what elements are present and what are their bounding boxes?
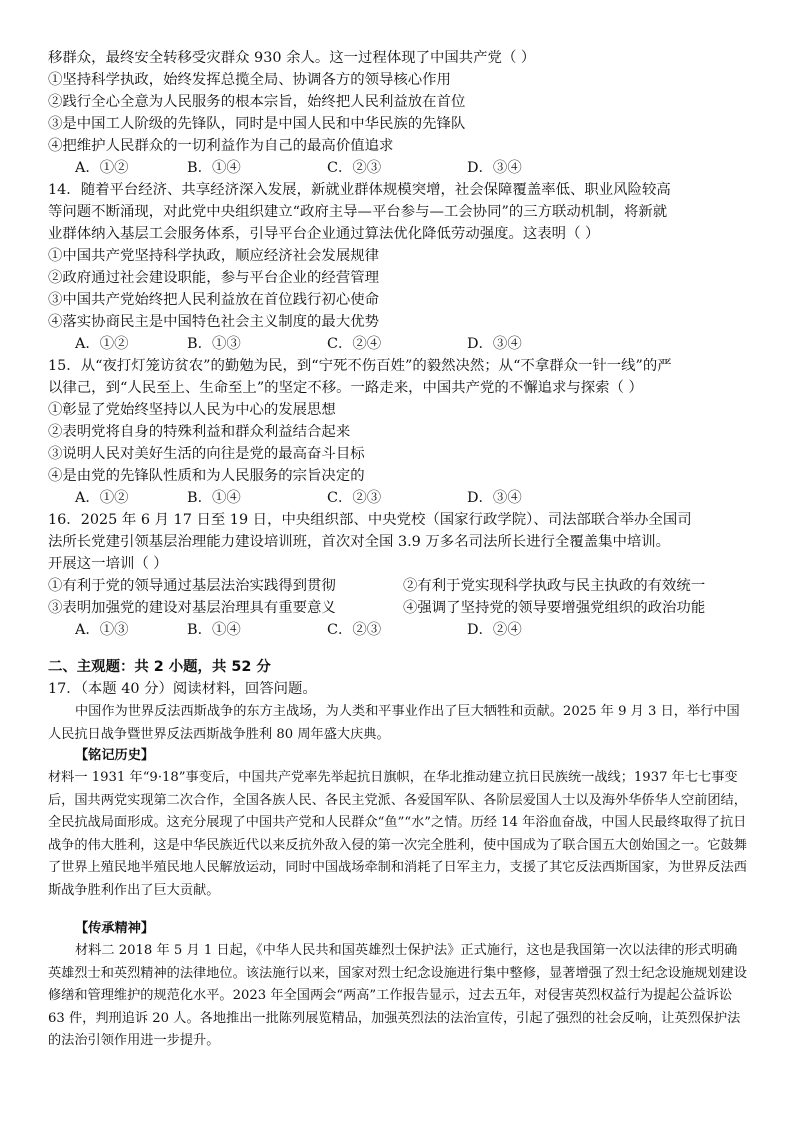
q14-option-b[interactable]: B．①③	[187, 336, 241, 352]
q15-stem-line-1: 15．从“夜打灯笼访贫农”的勤勉为民，到“宁死不伤百姓”的毅然决然；从“不拿群众一针一线”的严	[48, 358, 672, 374]
q16-stem-line-3: 开展这一培训（ ）	[48, 556, 168, 572]
q13-item-3: ③是中国工人阶级的先锋队，同时是中国人民和中华民族的先锋队	[48, 116, 466, 132]
q14-item-1: ①中国共产党坚持科学执政，顺应经济社会发展规律	[48, 248, 379, 264]
q15-option-d[interactable]: D．③④	[467, 490, 522, 506]
q13-option-b[interactable]: B．①④	[187, 160, 241, 176]
q16-item-1: ①有利于党的领导通过基层法治实践得到贯彻	[48, 578, 336, 594]
q14-item-2: ②政府通过社会建设职能，参与平台企业的经营管理	[48, 270, 379, 286]
q14-stem-line-3: 业群体纳入基层工会服务体系，引导平台企业通过算法优化降低劳动强度。这表明（ ）	[48, 226, 600, 242]
q16-stem-line-2: 法所长党建引领基层治理能力建设培训班，首次对全国 3.9 万多名司法所长进行全覆盖集中培训。	[48, 534, 671, 550]
material-two-paragraph: 材料二 2018 年 5 月 1 日起，《中华人民共和国英雄烈士保护法》正式施行，这也是我国第一次以法律的形式明确英雄烈士和英烈精神的法律地位。该法施行以来，国家对烈士纪念设施进行集中整修，显著增强了烈士纪念设施规划建设修缮和管理维护的规范化水平。2023 年全国两会“两高”工作报告显示，过去五年，对侵害英烈权益行为提起公益诉讼 63 件，判刑追诉 20 人。各地推出一批陈列展览精品，加强英烈法的法治宣传，引起了强烈的社会反响，让英烈保护法的法治引领作用进一步提升。	[48, 943, 747, 1048]
q14-item-4: ④落实协商民主是中国特色社会主义制度的最大优势	[48, 314, 379, 330]
q13-option-c[interactable]: C．②③	[327, 160, 382, 176]
q14-item-3: ③中国共产党始终把人民利益放在首位践行初心使命	[48, 292, 379, 308]
q14-option-c[interactable]: C．②④	[327, 336, 382, 352]
q15-option-b[interactable]: B．①④	[187, 490, 241, 506]
q15-item-4: ④是由党的先锋队性质和为人民服务的宗旨决定的	[48, 468, 365, 484]
q17-intro: 17．（本题 40 分）阅读材料，回答问题。	[48, 681, 317, 697]
q13-item-2: ②践行全心全意为人民服务的根本宗旨，始终把人民利益放在首位	[48, 94, 466, 110]
q14-option-d[interactable]: D．③④	[467, 336, 522, 352]
q16-item-4: ④强调了坚持党的领导要增强党组织的政治功能	[403, 600, 706, 616]
q15-item-2: ②表明党将自身的特殊利益和群众利益结合起来	[48, 424, 351, 440]
subheading-history: 【铭记历史】	[75, 748, 155, 763]
q15-option-c[interactable]: C．②③	[327, 490, 382, 506]
q16-item-3: ③表明加强党的建设对基层治理具有重要意义	[48, 600, 336, 616]
q15-item-1: ①彰显了党始终坚持以人民为中心的发展思想	[48, 402, 336, 418]
q16-option-c[interactable]: C．②③	[327, 622, 382, 638]
q16-item-2: ②有利于党实现科学执政与民主执政的有效统一	[403, 578, 706, 594]
q13-option-d[interactable]: D．③④	[467, 160, 522, 176]
q15-option-a[interactable]: A．①②	[75, 490, 129, 506]
q13-item-1: ①坚持科学执政，始终发挥总揽全局、协调各方的领导核心作用	[48, 72, 451, 88]
q15-stem-line-2: 以律己，到“人民至上、生命至上”的坚定不移。一路走来，中国共产党的不懈追求与探索（ ）	[48, 380, 643, 396]
material-one-paragraph: 材料一 1931 年“9·18”事变后，中国共产党率先举起抗日旗帜，在华北推动建立抗日民族统一战线；1937 年七七事变后，国共两党实现第二次合作，全国各族人民、各民主党派、各爱国军队、各阶层爱国人士以及海外华侨华人空前团结，全民抗战局面形成。这充分展现了中国共产党和人民群众“鱼”“水”之情。历经 14 年浴血奋战，中国人民最终取得了抗日战争的伟大胜利，这是中华民族近代以来反抗外敌入侵的第一次完全胜利，使中国成为了联合国五大创始国之一。它鼓舞了世界上殖民地半殖民地人民解放运动，同时中国战场牵制和消耗了日军主力，支援了其它反法西斯国家，为世界反法西斯战争胜利作出了巨大贡献。	[48, 770, 747, 898]
q14-option-a[interactable]: A．①②	[75, 336, 129, 352]
q13-option-a[interactable]: A．①②	[75, 160, 129, 176]
q14-stem-line-1: 14．随着平台经济、共享经济深入发展，新就业群体规模突增，社会保障覆盖率低、职业风险较高	[48, 182, 671, 198]
q16-option-d[interactable]: D．②④	[467, 622, 522, 638]
q13-item-4: ④把维护人民群众的一切利益作为自己的最高价值追求	[48, 138, 394, 154]
q16-items-row-1	[48, 575, 748, 597]
q16-stem-line-1: 16．2025 年 6 月 17 日至 19 日，中央组织部、中央党校（国家行政学院）、司法部联合举办全国司	[48, 512, 692, 528]
q14-stem-line-2: 等问题不断涌现，对此党中央组织建立“政府主导—平台参与—工会协同”的三方联动机制，将新就	[48, 204, 668, 220]
q17-lead-paragraph: 中国作为世界反法西斯战争的东方主战场，为人类和平事业作出了巨大牺牲和贡献。2025 年 9 月 3 日，举行中国人民抗日战争暨世界反法西斯战争胜利 80 周年盛大庆典。	[48, 704, 740, 742]
q13-stem: 移群众，最终安全转移受灾群众 930 余人。这一过程体现了中国共产党（ ）	[48, 50, 536, 66]
q16-items-row-2	[48, 597, 748, 619]
section-heading: 二、主观题：共 2 小题，共 52 分	[48, 659, 271, 675]
q16-option-b[interactable]: B．①④	[187, 622, 241, 638]
subheading-spirit: 【传承精神】	[75, 921, 155, 936]
q15-item-3: ③说明人民对美好生活的向往是党的最高奋斗目标	[48, 446, 365, 462]
q16-option-a[interactable]: A．①③	[75, 622, 129, 638]
